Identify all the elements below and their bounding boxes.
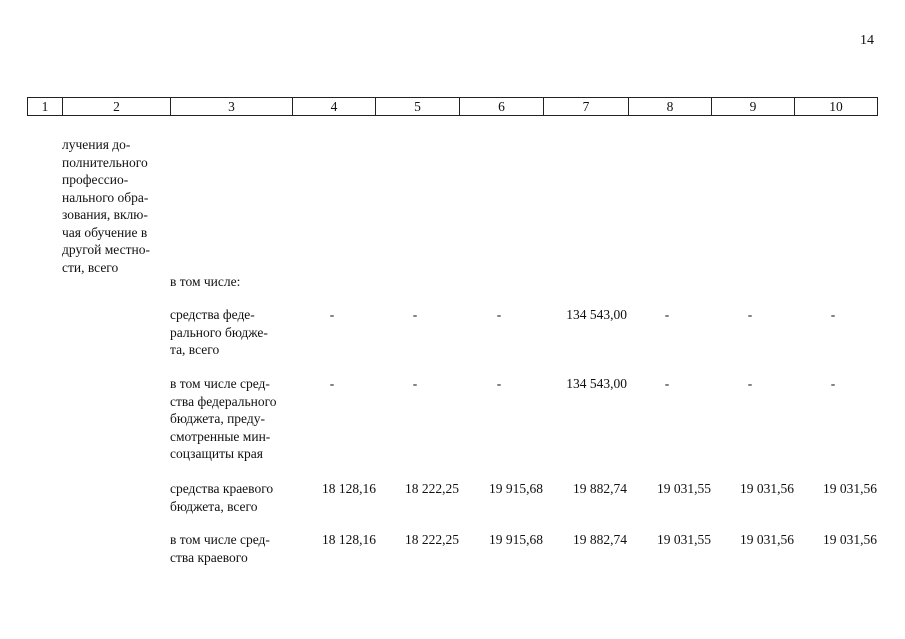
header-cell-5: 5 — [376, 98, 460, 116]
cell-value: 19 882,74 — [573, 481, 627, 496]
row-label-line: бюджета, преду- — [170, 411, 265, 426]
header-cell-4: 4 — [293, 98, 376, 116]
header-cell-6: 6 — [460, 98, 544, 116]
row-label-line: ства краевого — [170, 549, 248, 565]
cell-value: 18 222,25 — [405, 481, 459, 496]
row-label-line: та, всего — [170, 342, 220, 357]
cell-value: - — [747, 376, 753, 391]
row-label-line: бюджета, всего — [170, 498, 258, 514]
column2-line: лучения до- — [62, 137, 131, 152]
row-label-federal — [170, 306, 291, 359]
row-label-line: в том числе: — [170, 274, 241, 289]
row-label-line: средства краевого — [170, 481, 274, 496]
cell-value: 18 128,16 — [322, 532, 376, 547]
cell-value: 19 031,56 — [740, 532, 794, 547]
column2-line: нального обра- — [62, 189, 149, 205]
cell-value: 134 543,00 — [566, 307, 627, 322]
cell-value: - — [496, 376, 502, 391]
cell-value: - — [412, 376, 418, 391]
row-label-in-total — [170, 273, 291, 291]
column2-line: профессио- — [62, 172, 129, 187]
row-label-regional-incl — [170, 531, 291, 566]
header-cell-1: 1 — [28, 98, 63, 116]
header-cell-10: 10 — [795, 98, 878, 116]
row-label-federal-minsoc — [170, 375, 291, 463]
row-label-line: соцзащиты края — [170, 446, 263, 461]
column2-line: зования, вклю- — [62, 207, 148, 222]
cell-value: - — [412, 307, 418, 322]
cell-value: 19 031,56 — [740, 481, 794, 496]
header-cell-2: 2 — [63, 98, 171, 116]
column2-text — [62, 136, 167, 276]
row-label-line: смотренные мин- — [170, 428, 271, 444]
cell-value: 19 031,56 — [823, 532, 877, 547]
cell-value: - — [664, 376, 670, 391]
cell-value: - — [664, 307, 670, 322]
cell-value: - — [496, 307, 502, 322]
row-label-line: средства феде- — [170, 307, 255, 322]
cell-value: - — [830, 376, 836, 391]
cell-value: 19 915,68 — [489, 532, 543, 547]
column2-line: полнительного — [62, 154, 148, 170]
cell-value: 19 882,74 — [573, 532, 627, 547]
row-label-line: рального бюдже- — [170, 324, 268, 340]
row-label-line: в том числе сред- — [170, 532, 270, 547]
page-number: 14 — [860, 33, 874, 48]
cell-value: 18 222,25 — [405, 532, 459, 547]
row-label-regional — [170, 480, 291, 515]
cell-value: 19 031,56 — [823, 481, 877, 496]
header-cell-3: 3 — [171, 98, 293, 116]
column2-line: сти, всего — [62, 259, 119, 275]
cell-value: - — [329, 307, 335, 322]
cell-value: - — [747, 307, 753, 322]
row-label-line: в том числе сред- — [170, 376, 270, 391]
cell-value: 18 128,16 — [322, 481, 376, 496]
row-label-line: ства федерального — [170, 393, 277, 409]
header-cell-8: 8 — [629, 98, 712, 116]
header-cell-7: 7 — [544, 98, 629, 116]
cell-value: 19 031,55 — [657, 532, 711, 547]
cell-value: 134 543,00 — [566, 376, 627, 391]
cell-value: 19 915,68 — [489, 481, 543, 496]
header-row — [28, 98, 878, 116]
table-header — [27, 97, 878, 116]
header-cell-9: 9 — [712, 98, 795, 116]
column2-line: чая обучение в — [62, 224, 148, 240]
cell-value: - — [329, 376, 335, 391]
cell-value: 19 031,55 — [657, 481, 711, 496]
cell-value: - — [830, 307, 836, 322]
column2-line: другой местно- — [62, 242, 150, 257]
